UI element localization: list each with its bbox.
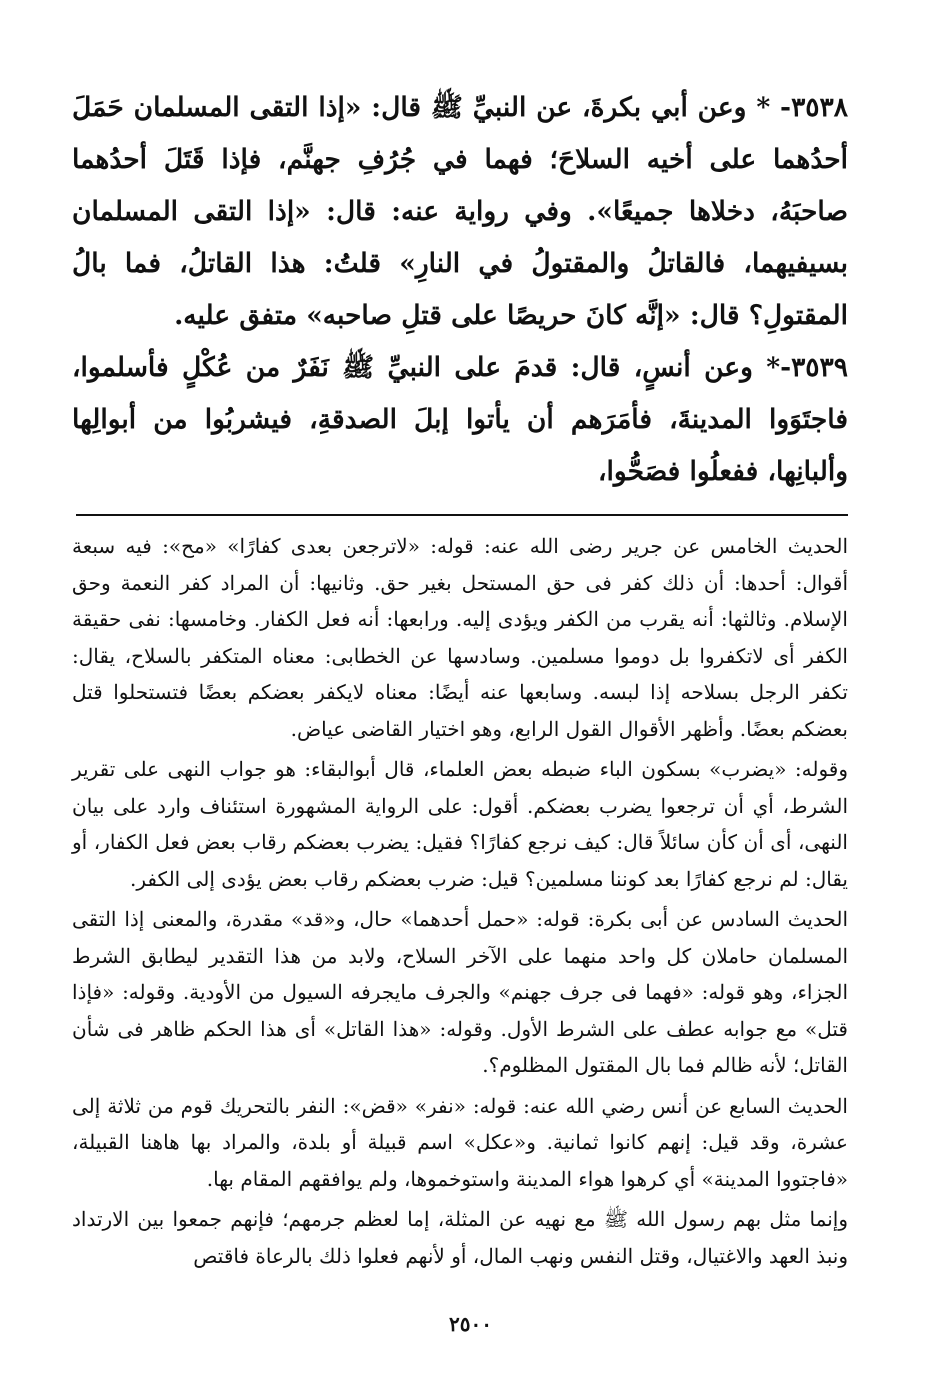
commentary-paragraph: الحديث السابع عن أنس رضي الله عنه: قوله: «نفر» «قض»: النفر بالتحريك قوم من ثلاثة إلى عشرة، وقد قيل: إنهم كانوا ثمانية. و«عكل» اسم قبيلة أو بلدة، والمراد بها هاهنا القبيلة، «فاجتووا المدينة» أي كرهوا هواء المدينة واستوخموها، ولم يوافقهم المقام بها. bbox=[72, 1093, 848, 1191]
page-content bbox=[72, 82, 848, 1278]
commentary-paragraph: الحديث السادس عن أبى بكرة: قوله: «حمل أحدهما» حال، و«قد» مقدرة، والمعنى إذا التقى المسلمان حاملان كل واحد منهما على الآخر السلاح، ولابد من هذا التقدير ليطابق الشرط الجزاء، وهو قوله: «فهما فى جرف جهنم» والجرف مايجرفه السيول من الأودية. وقوله: «فإذا قتل» مع جوابه عطف على الشرط الأول. وقوله: «هذا القاتل» أى هذا الحكم ظاهر فى شأن القاتل؛ لأنه ظالم فما بال المقتول المظلوم؟. bbox=[72, 907, 848, 1077]
page-number: ٢٥٠٠ bbox=[449, 1312, 492, 1336]
hadith-3538: ٣٥٣٨- * وعن أبي بكرةَ، عن النبيِّ ﷺ قال: «إذا التقى المسلمان حَمَلَ أحدُهما على أخيه السلاحَ؛ فهما في جُرُفِ جهنَّم، فإذا قَتَلَ أحدُهما صاحبَهُ، دخلاها جميعًا». وفي رواية عنه: قال: «إذا التقى المسلمان بسيفيهما، فالقاتلُ والمقتولُ في النارِ» قلتُ: هذا القاتلُ، فما بالُ المقتولِ؟ قال: «إنَّه كانَ حريصًا على قتلِ صاحبه» متفق عليه. bbox=[72, 92, 848, 331]
commentary bbox=[72, 528, 848, 1274]
commentary-paragraph: وقوله: «يضرب» بسكون الباء ضبطه بعض العلماء، قال أبوالبقاء: هو جواب النهى على تقرير الشرط، أي أن ترجعوا يضرب بعضكم. أقول: على الرواية المشهورة استئناف وارد على بيان النهى، أى أن كأن سائلاً قال: كيف نرجع كفارًا؟ فقيل: يضرب بعضكم رقاب بعض فعل الكفار، أو يقال: لم نرجع كفارًا بعد كوننا مسلمين؟ قيل: ضرب بعضكم رقاب بعض يؤدى إلى الكفر. bbox=[72, 757, 848, 891]
hadith-3539: ٣٥٣٩-* وعن أنسٍ، قال: قدمَ على النبيِّ ﷺ نَفَرٌ من عُكْلٍ فأسلموا، فاجتَوَوا المدينةَ، فأمَرَهم أن يأتوا إبلَ الصدقةِ، فيشربُوا من أبوالِها وألبانِها، ففعلُوا فصَحُّوا، bbox=[72, 352, 849, 487]
footnote-divider bbox=[76, 514, 848, 516]
commentary-paragraph: الحديث الخامس عن جرير رضى الله عنه: قوله: «لاترجعن بعدى كفارًا» «مح»: فيه سبعة أقوال: أحدها: أن ذلك كفر فى حق المستحل بغير حق. وثانيها: أن المراد كفر النعمة وحق الإسلام. وثالثها: أنه يقرب من الكفر ويؤدى إليه. ورابعها: أنه فعل الكفار. وخامسها: نفى حقيقة الكفر أى لاتكفروا بل دوموا مسلمين. وسادسها عن الخطابى: معناه المتكفر بالسلاح، يقال: تكفر الرجل بسلاحه إذا لبسه. وسابعها عنه أيضًا: معناه لايكفر بعضكم بعضًا فتستحلوا قتل بعضكم بعضًا. وأظهر الأقوال القول الرابع، وهو اختيار القاضى عياض. bbox=[72, 534, 848, 741]
commentary-paragraph: وإنما مثل بهم رسول الله ﷺ مع نهيه عن المثلة، إما لعظم جرمهم؛ فإنهم جمعوا بين الارتداد ونبذ العهد والاغتيال، وقتل النفس ونهب المال، أو لأنهم فعلوا ذلك بالرعاة فاقتص bbox=[72, 1207, 848, 1268]
